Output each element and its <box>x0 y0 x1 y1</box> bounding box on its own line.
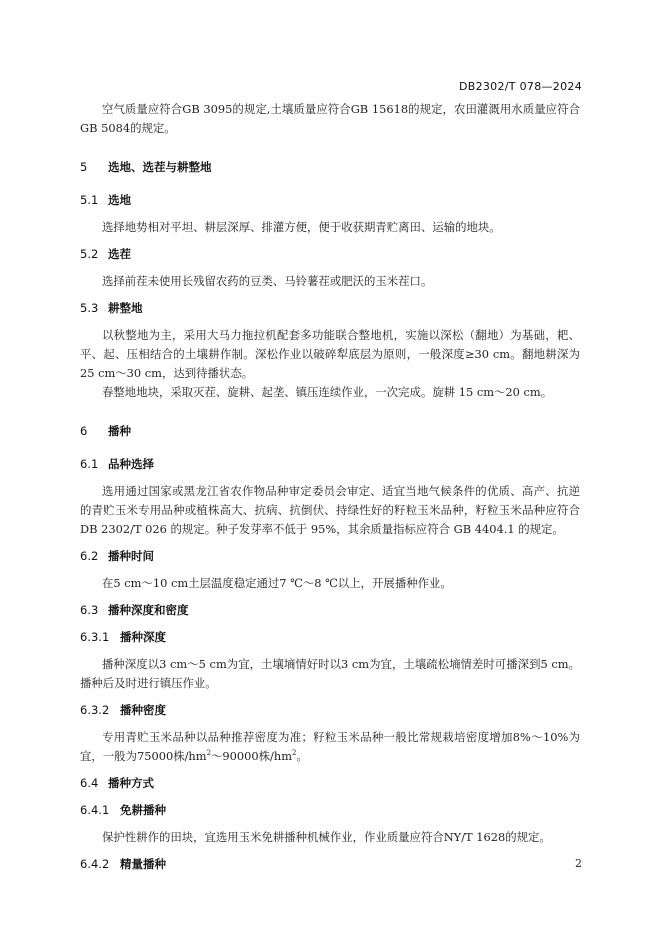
section-number: 6.1 <box>80 457 99 471</box>
section-title: 精量播种 <box>120 857 166 871</box>
section-5-1-text: 选择地势相对平坦、耕层深厚、排灌方便，便于收获期青贮离田、运输的地块。 <box>102 220 501 234</box>
section-title: 选地 <box>108 193 131 207</box>
section-6-3-1-heading <box>80 628 580 647</box>
section-5-3-text-2: 春整地地块，采取灭茬、旋耕、起垄、镇压连续作业，一次完成。旋耕 15 cm～20 cm。 <box>102 385 553 399</box>
section-6-1-heading <box>80 455 580 474</box>
section-5-heading <box>80 158 580 177</box>
section-number: 6 <box>80 424 88 438</box>
section-title: 免耕播种 <box>120 803 166 817</box>
page-number: 2 <box>575 857 582 870</box>
section-title: 品种选择 <box>108 457 154 471</box>
section-title: 播种密度 <box>120 703 166 717</box>
section-number: 6.3.1 <box>80 630 110 644</box>
section-6-2-heading <box>80 547 580 566</box>
section-number: 6.4.1 <box>80 803 110 817</box>
density-text-part-2: ～90000株/hm <box>211 749 293 763</box>
superscript: 2 <box>292 749 297 758</box>
section-5-2-heading <box>80 245 580 264</box>
section-5-3-text-1: 以秋整地为主，采用大马力拖拉机配套多功能联合整地机，实施以深松（翻地）为基础，耙、平、起、压相结合的土壤耕作制。深松作业以破碎犁底层为原则，一般深度≥30 cm。翻地耕深为 25 cm～30 cm，达到待播状态。 <box>80 328 580 380</box>
section-6-4-heading <box>80 774 580 793</box>
document-code: DB2302/T 078—2024 <box>458 80 582 93</box>
section-6-3-2-heading <box>80 701 580 720</box>
section-5-3-heading <box>80 299 580 318</box>
section-6-3-2-text <box>80 728 580 766</box>
density-text-part-1: 专用青贮玉米品种以品种推荐密度为准；籽粒玉米品种一般比常规栽培密度增加8%～10%为宜，一般为75000株/hm <box>80 730 580 763</box>
section-title: 播种深度和密度 <box>108 603 189 617</box>
section-title: 播种时间 <box>108 549 154 563</box>
superscript: 2 <box>206 749 212 758</box>
section-number: 6.3.2 <box>80 703 110 717</box>
section-number: 5.1 <box>80 193 99 207</box>
section-6-heading <box>80 422 580 441</box>
section-title: 耕整地 <box>108 301 143 315</box>
section-6-3-heading <box>80 601 580 620</box>
section-6-3-1-text: 播种深度以3 cm～5 cm为宜，土壤墒情好时以3 cm为宜，土壤疏松墒情差时可播深到5 cm。播种后及时进行镇压作业。 <box>80 657 580 690</box>
section-number: 5 <box>80 160 88 174</box>
section-title: 选茬 <box>108 247 131 261</box>
section-5-2-text: 选择前茬未使用长残留农药的豆类、马铃薯茬或肥沃的玉米茬口。 <box>102 274 433 288</box>
section-6-4-2-heading <box>80 855 580 874</box>
section-title: 播种深度 <box>120 630 166 644</box>
section-number: 6.2 <box>80 549 99 563</box>
section-title: 播种 <box>108 424 131 438</box>
section-5-1-heading <box>80 191 580 210</box>
section-title: 选地、选茬与耕整地 <box>108 160 212 174</box>
section-number: 5.2 <box>80 247 99 261</box>
section-6-4-1-heading <box>80 801 580 820</box>
section-title: 播种方式 <box>108 776 154 790</box>
section-6-4-1-text: 保护性耕作的田块，宜选用玉米免耕播种机械作业，作业质量应符合NY/T 1628的规定。 <box>102 830 551 844</box>
page-content <box>80 100 580 874</box>
intro-paragraph: 空气质量应符合GB 3095的规定,土壤质量应符合GB 15618的规定，农田灌溉用水质量应符合GB 5084的规定。 <box>80 102 580 135</box>
density-text-part-3: 。 <box>296 749 308 763</box>
section-6-1-text: 选用通过国家或黑龙江省农作物品种审定委员会审定、适宜当地气候条件的优质、高产、抗逆的青贮玉米专用品种或植株高大、抗病、抗倒伏、持绿性好的籽粒玉米品种，籽粒玉米品种应符合 DB 2302/T 026 的规定。种子发芽率不低于 95%，其余质量指标应符合 GB 4404.1 的规定。 <box>80 484 580 536</box>
section-number: 6.4 <box>80 776 99 790</box>
section-6-2-text: 在5 cm～10 cm土层温度稳定通过7 ℃～8 ℃以上，开展播种作业。 <box>102 576 452 590</box>
section-number: 5.3 <box>80 301 99 315</box>
section-number: 6.4.2 <box>80 857 110 871</box>
section-number: 6.3 <box>80 603 99 617</box>
